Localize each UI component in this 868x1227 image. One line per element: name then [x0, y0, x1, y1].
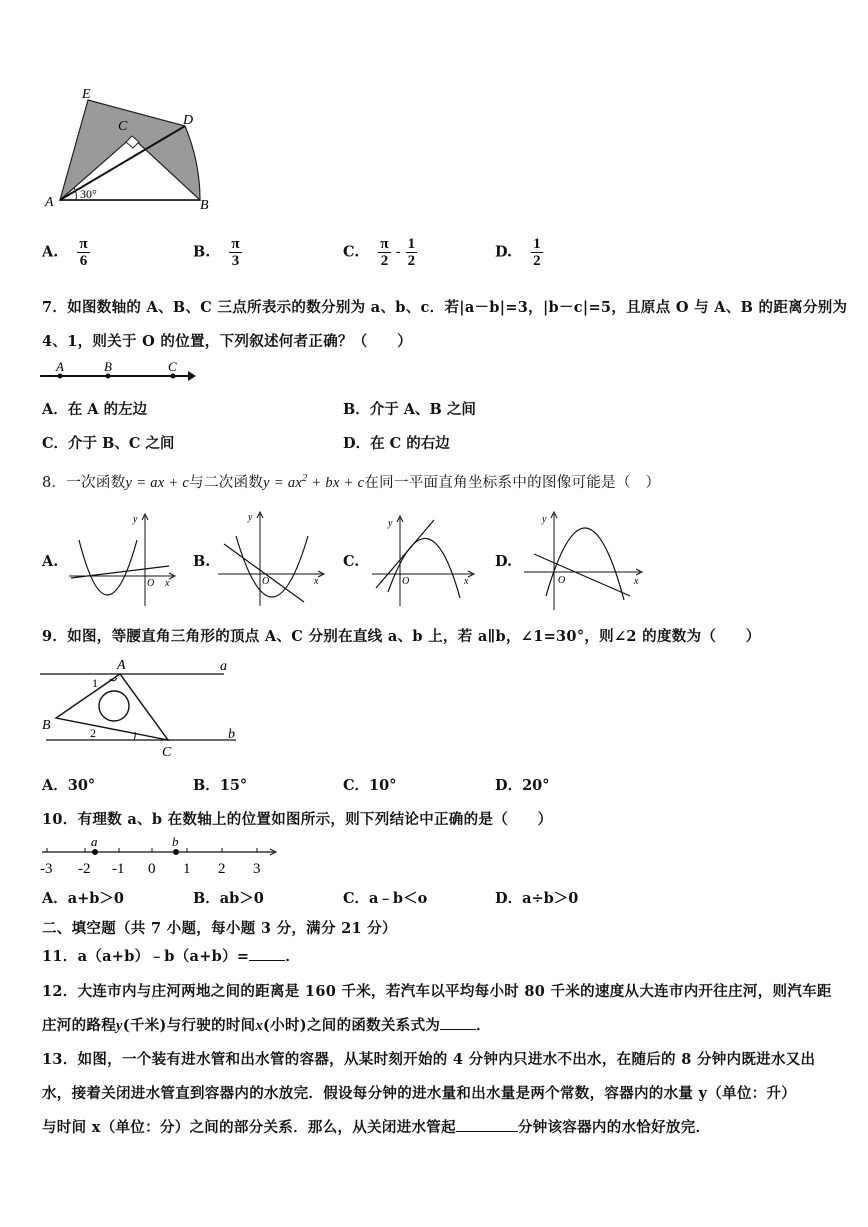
- svg-text:0: 0: [148, 861, 156, 877]
- q7-label-b: B: [104, 359, 112, 374]
- q11-question: 11．a（a+b）﹣b（a+b）= ．: [42, 948, 301, 965]
- q12-line2: 庄河的路程y(千米)与行驶的时间x(小时)之间的函数关系式为 ．: [42, 1017, 491, 1034]
- q7-line1: 7．如图数轴的 A、B、C 三点所表示的数分别为 a、b、c．若|a－b|=3，|b－c|=5，且原点 O 与 A、B 的距离分别为: [42, 299, 848, 316]
- q10-option-a[interactable]: A．a+b＞0: [42, 890, 125, 907]
- q6-option-d[interactable]: D. $\frac{1}{2}$: [495, 236, 541, 269]
- q6-label-b: B: [200, 198, 209, 213]
- q13-line3: 与时间 x（单位：分）之间的部分关系．那么，从关闭进水管起 分钟该容器内的水恰好放完．: [42, 1119, 711, 1136]
- q9-label-c-point: C: [162, 745, 172, 760]
- q7-option-a[interactable]: A．在 A 的左边: [42, 401, 148, 418]
- q10-option-b[interactable]: B．ab＞0: [193, 890, 264, 907]
- q9-label-1: 1: [92, 676, 98, 690]
- q6-label-d: D: [183, 113, 194, 128]
- q7-line2: 4、1，则关于 O 的位置，下列叙述何者正确？（ ）: [42, 333, 413, 350]
- q8-graph-d: [520, 508, 645, 612]
- q10-label-b: b: [172, 834, 179, 849]
- q8-question: 8．一次函数y = ax + c与二次函数$y = ax^2$ + bx + c在同一平面直角坐标系中的图像可能是（ ）: [42, 473, 661, 491]
- svg-text:-3: -3: [40, 861, 53, 877]
- q12-answer-blank[interactable]: [440, 1029, 476, 1030]
- svg-text:y: y: [388, 518, 393, 529]
- q8-option-c[interactable]: C.: [343, 553, 360, 570]
- q13-line1: 13．如图，一个装有进水管和出水管的容器，从某时刻开始的 4 分钟内只进水不出水，在随后的 8 分钟内既进水又出: [42, 1051, 816, 1068]
- q8-option-d[interactable]: D.: [495, 553, 513, 570]
- q8-graph-c: [368, 512, 478, 608]
- q13-line2: 水，接着关闭进水管直到容器内的水放完．假设每分钟的进水量和出水量是两个常数，容器内的水量 y（单位：升）: [42, 1085, 797, 1102]
- section-heading: 二、填空题（共 7 小题，每小题 3 分，满分 21 分）: [42, 920, 397, 937]
- q8-graph-b: [214, 508, 329, 608]
- svg-text:O: O: [558, 575, 566, 586]
- q6-label-e: E: [82, 87, 91, 102]
- svg-text:x: x: [165, 578, 170, 589]
- q9-figure: [40, 656, 240, 760]
- q7-option-b[interactable]: B．介于 A、B 之间: [343, 401, 476, 418]
- q10-number-line: [38, 834, 283, 878]
- svg-text:y: y: [542, 514, 547, 525]
- q10-question: 10．有理数 a、b 在数轴上的位置如图所示，则下列结论中正确的是（ ）: [42, 811, 553, 828]
- q6-figure: [40, 82, 220, 214]
- q7-option-d[interactable]: D．在 C 的右边: [343, 435, 450, 452]
- q9-option-c[interactable]: C．10°: [343, 777, 397, 794]
- svg-text:3: 3: [253, 861, 261, 877]
- svg-text:O: O: [147, 578, 155, 589]
- q9-label-a-point: A: [117, 658, 126, 673]
- q6-option-b[interactable]: B. $\frac{\pi}{3}$: [193, 236, 240, 269]
- svg-text:2: 2: [218, 861, 226, 877]
- q7-option-c[interactable]: C．介于 B、C 之间: [42, 435, 175, 452]
- svg-text:x: x: [314, 576, 319, 587]
- svg-text:x: x: [634, 576, 639, 587]
- q9-question: 9．如图，等腰直角三角形的顶点 A、C 分别在直线 a、b 上，若 a∥b，∠1=30°，则∠2 的度数为（ ）: [42, 628, 761, 645]
- q9-label-b-point: B: [42, 718, 51, 733]
- q10-option-d[interactable]: D．a÷b＞0: [495, 890, 579, 907]
- svg-text:O: O: [262, 576, 270, 587]
- q9-label-2: 2: [90, 726, 96, 740]
- q8-graph-a: [65, 510, 180, 608]
- q12-line1: 12．大连市内与庄河两地之间的距离是 160 千米，若汽车以平均每小时 80 千米的速度从大连市内开往庄河，则汽车距: [42, 983, 832, 1000]
- q6-label-c: C: [118, 119, 128, 134]
- q7-number-line: [40, 358, 200, 384]
- svg-text:y: y: [248, 512, 253, 523]
- q10-label-a: a: [91, 834, 98, 849]
- q7-label-a: A: [56, 359, 64, 374]
- q9-option-b[interactable]: B．15°: [193, 777, 248, 794]
- q9-option-a[interactable]: A．30°: [42, 777, 96, 794]
- svg-text:-2: -2: [78, 861, 91, 877]
- q6-label-angle: 30°: [80, 187, 97, 201]
- q6-label-a: A: [45, 195, 54, 210]
- svg-text:x: x: [464, 576, 469, 587]
- svg-text:-1: -1: [112, 861, 125, 877]
- svg-text:O: O: [402, 576, 410, 587]
- q9-label-b-line: b: [228, 727, 235, 742]
- q8-option-a[interactable]: A.: [42, 553, 59, 570]
- q7-label-c: C: [168, 359, 177, 374]
- svg-text:y: y: [133, 514, 138, 525]
- q11-answer-blank[interactable]: [249, 960, 285, 961]
- q6-option-c[interactable]: C. $\frac{\pi}{2}$ - $\frac{1}{2}$: [343, 236, 416, 269]
- q13-answer-blank[interactable]: [456, 1131, 518, 1132]
- svg-text:1: 1: [183, 861, 191, 877]
- q9-label-a-line: a: [220, 659, 227, 674]
- q9-option-d[interactable]: D．20°: [495, 777, 550, 794]
- q8-option-b[interactable]: B.: [193, 553, 211, 570]
- q10-option-c[interactable]: C．a﹣b＜o: [343, 890, 428, 907]
- q6-option-a[interactable]: A. $\frac{\pi}{6}$: [42, 236, 88, 269]
